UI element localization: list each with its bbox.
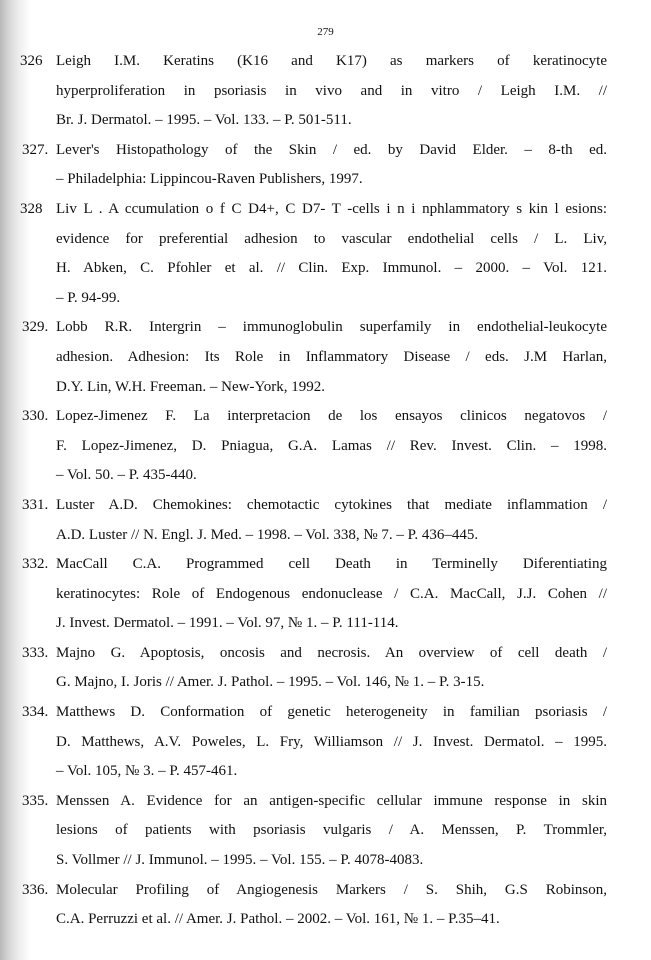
reference-text-line: – P. 94-99.: [56, 289, 121, 306]
reference-text-line: F. Lopez-Jimenez, D. Pniagua, G.A. Lamas // Rev. Invest. Clin. – 1998.: [56, 437, 607, 454]
reference-number: 333.: [22, 644, 49, 661]
reference-text-line: Majno G. Apoptosis, oncosis and necrosis. An overview of cell death /: [56, 644, 607, 661]
reference-entry: [0, 787, 607, 876]
reference-text-line: Lobb R.R. Intergrin – immunoglobulin superfamily in endothelial-leukocyte: [56, 319, 607, 336]
reference-number: 326: [20, 53, 43, 69]
reference-entry: [0, 491, 607, 550]
reference-text-line: – Vol. 105, № 3. – P. 457-461.: [56, 763, 238, 780]
reference-number: 331.: [22, 496, 49, 513]
reference-text-line: G. Majno, I. Joris // Amer. J. Pathol. – 1995. – Vol. 146, № 1. – P. 3-15.: [56, 674, 485, 691]
reference-text-line: H. Abken, C. Pfohler et al. // Clin. Exp. Immunol. – 2000. – Vol. 121.: [56, 260, 607, 277]
reference-text-line: evidence for preferential adhesion to vascular endothelial cells / L. Liv,: [56, 230, 607, 247]
reference-number: 335.: [22, 792, 49, 809]
reference-number: 329.: [22, 319, 49, 336]
reference-text-line: MacCall C.A. Programmed cell Death in Terminelly Diferentiating: [56, 556, 607, 573]
reference-text-line: Br. J. Dermatol. – 1995. – Vol. 133. – P. 501-511.: [56, 112, 352, 129]
reference-entry: [0, 402, 607, 491]
reference-text-line: Leigh I.M. Keratins (K16 and K17) as markers of keratinocyte: [56, 53, 607, 69]
reference-entry: [0, 876, 607, 935]
reference-number: 330.: [22, 408, 49, 425]
reference-text-line: C.A. Perruzzi et al. // Amer. J. Pathol. – 2002. – Vol. 161, № 1. – P.35–41.: [56, 911, 500, 928]
reference-text-line: keratinocytes: Role of Endogenous endonuclease / C.A. MacCall, J.J. Cohen //: [56, 585, 607, 602]
reference-text-line: D.Y. Lin, W.H. Freeman. – New-York, 1992.: [56, 378, 326, 395]
reference-text-line: Molecular Profiling of Angiogenesis Markers / S. Shih, G.S Robinson,: [56, 881, 607, 898]
reference-entry: [0, 698, 607, 787]
reference-text-line: adhesion. Adhesion: Its Role in Inflammatory Disease / eds. J.M Harlan,: [56, 348, 607, 365]
reference-text-line: hyperproliferation in psoriasis in vivo and in vitro / Leigh I.M. //: [56, 82, 607, 99]
reference-text-line: J. Invest. Dermatol. – 1991. – Vol. 97, № 1. – P. 111-114.: [56, 615, 399, 632]
reference-text-line: lesions of patients with psoriasis vulgaris / A. Menssen, P. Trommler,: [56, 822, 607, 839]
reference-text-line: Liv L . A ccumulation o f C D4+, C D7- T -cells i n i nphlammatory s kin l esions:: [56, 200, 607, 217]
reference-text-line: S. Vollmer // J. Immunol. – 1995. – Vol. 155. – P. 4078-4083.: [56, 852, 424, 869]
reference-entry: [0, 47, 607, 136]
reference-number: 336.: [22, 881, 49, 898]
page-number: 279: [317, 26, 334, 38]
reference-entry: [0, 639, 607, 698]
reference-number: 328: [20, 200, 43, 217]
reference-text-line: D. Matthews, A.V. Poweles, L. Fry, Williamson // J. Invest. Dermatol. – 1995.: [56, 733, 607, 750]
reference-text-line: Menssen A. Evidence for an antigen-specific cellular immune response in skin: [56, 792, 607, 809]
reference-number: 334.: [22, 704, 49, 721]
reference-text-line: Lopez-Jimenez F. La interpretacion de los ensayos clinicos negatovos /: [56, 408, 607, 425]
reference-text-line: Matthews D. Conformation of genetic heterogeneity in familian psoriasis /: [56, 704, 607, 721]
reference-entry: [0, 550, 607, 639]
reference-text-line: – Philadelphia: Lippincou-Raven Publishers, 1997.: [56, 171, 363, 188]
reference-list: [0, 47, 651, 935]
reference-text-line: – Vol. 50. – P. 435-440.: [56, 467, 197, 484]
reference-text-line: A.D. Luster // N. Engl. J. Med. – 1998. – Vol. 338, № 7. – P. 436–445.: [56, 526, 479, 543]
reference-entry: [0, 313, 607, 402]
reference-entry: [0, 195, 607, 313]
reference-entry: [0, 136, 607, 195]
reference-number: 327.: [22, 141, 49, 158]
reference-text-line: Luster A.D. Chemokines: chemotactic cytokines that mediate inflammation /: [56, 496, 607, 513]
reference-text-line: Lever's Histopathology of the Skin / ed. by David Elder. – 8-th ed.: [56, 141, 607, 158]
reference-number: 332.: [22, 556, 49, 573]
